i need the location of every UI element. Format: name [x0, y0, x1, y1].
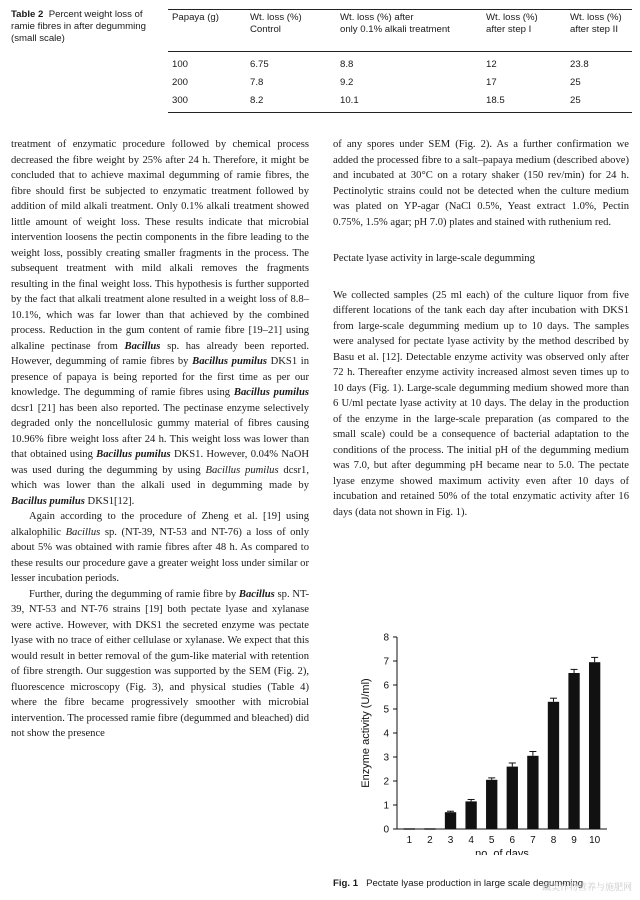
paragraph: of any spores under SEM (Fig. 2). As a further confirmation we added the processed fibre to a salt–papaya medium (described above) and incubated at 30°C on a rotary shaker (150 rev/min) for 24 h. Pectinolytic strains could not be detected when the culture medium was plated on YP-agar (NaCl 0.5%, Yeast extract 1.0%, Pectin 0.75%, 1.5% agar; pH 7.0) plates and stained with ruthenium red.: [333, 139, 629, 228]
header-step1-line1: Wt. loss (%): [486, 12, 538, 23]
table-caption-label: Table 2: [11, 9, 44, 20]
header-step2-line1: Wt. loss (%): [570, 12, 622, 23]
x-tick-label: 3: [447, 835, 454, 846]
y-tick-label: 5: [383, 704, 389, 716]
text-run: DKS1[12].: [84, 495, 135, 507]
bar: [568, 673, 579, 829]
species-name: Bacillus pumilus: [233, 387, 310, 398]
y-tick-label: 2: [383, 776, 389, 788]
text-run: dcsr1, which was lower than the alkali used in degumming made by: [11, 464, 310, 491]
table-cell: 12: [486, 59, 497, 70]
header-step1-line2: after step I: [486, 24, 532, 35]
table-cell: 17: [486, 77, 497, 88]
species-name: Bacillus pumilus: [192, 356, 267, 367]
x-tick-label: 6: [509, 835, 516, 846]
x-tick-label: 1: [406, 835, 413, 846]
paragraph: [11, 587, 309, 742]
x-tick-label: 10: [589, 835, 601, 846]
header-alkali-line1: Wt. loss (%) after: [340, 12, 414, 23]
table-cell: 8.2: [250, 95, 264, 106]
x-tick-label: 7: [530, 835, 536, 846]
table-caption-text: Percent weight loss of ramie fibres in after degumming (small scale): [11, 9, 146, 44]
x-tick-label: 4: [468, 835, 474, 846]
bar: [465, 801, 476, 829]
header-alkali-line2: only 0.1% alkali treatment: [340, 24, 450, 35]
text-run: sp. has already been reported. However, degumming of ramie fibres by: [11, 340, 309, 367]
right-text-column: [333, 137, 629, 520]
species-name: Bacillus: [65, 526, 101, 538]
species-name: Bacillus: [238, 588, 275, 600]
table-cell: 200: [172, 77, 189, 88]
left-text-column: [11, 137, 309, 742]
text-run: dcsr1 [21] has been also reported. The pectinase enzyme selectively degraded only the noncellulosic gummy material of fibres causing 10.96% fibre weight loss after 24 h. This weight loss was lower than that obtained using: [11, 402, 309, 460]
text-run: Again according to the procedure of Zheng et al. [19] using alkalophilic: [11, 511, 309, 538]
table-cell: 25: [570, 95, 581, 106]
bar-chart: [355, 625, 615, 855]
figure-caption-text: Pectate lyase production in large scale degumming: [366, 878, 584, 889]
section-heading: Pectate lyase activity in large-scale degumming: [333, 253, 535, 264]
x-tick-label: 2: [427, 835, 433, 846]
x-tick-label: 5: [488, 835, 495, 846]
y-tick-label: 7: [383, 656, 389, 668]
figure-caption-label: Fig. 1: [333, 878, 359, 889]
table-cell: 300: [172, 95, 189, 106]
table-cell: 23.8: [570, 59, 589, 70]
bar: [548, 702, 559, 829]
bar: [445, 812, 456, 829]
header-control-line1: Wt. loss (%): [250, 12, 302, 23]
table-caption: [11, 9, 161, 45]
bar: [486, 780, 497, 829]
y-tick-label: 6: [383, 680, 389, 692]
table-cell: 8.8: [340, 59, 354, 70]
table-top-rule: [168, 9, 632, 10]
text-run: sp. NT-39, NT-53 and NT-76 strains [19] both pectate lyase and xylanase were active. However, with DKS1 the secreted enzyme was pectate lyase with no trace of either cellulase or xylanase. We expect that this would result in better removal of the gum-like material with retention of fibre strength. Our suggestion was supported by the SEM (Fig. 2), fluorescence microscopy (Fig. 3), and physical studies (Table 4) where the fibre became progressively smoother with microbial intervention. The processed ramie fibre (degummed and bleached) did not show the presence: [11, 588, 309, 739]
table-cell: 25: [570, 77, 581, 88]
text-run: Further, during the degumming of ramie fibre by: [29, 588, 239, 600]
y-tick-label: 1: [383, 800, 389, 812]
table-cell: 9.2: [340, 77, 354, 88]
table-cell: 7.8: [250, 77, 264, 88]
table-header-rule: [168, 51, 632, 52]
species-name: Bacillus pumilus: [205, 464, 279, 476]
bar: [507, 767, 518, 829]
header-papaya: Papaya (g): [172, 12, 219, 23]
header-control-line2: Control: [250, 24, 281, 35]
y-tick-label: 0: [383, 824, 389, 836]
paragraph: [11, 137, 309, 509]
species-name: Bacillus pumilus: [11, 495, 85, 507]
table-cell: 6.75: [250, 59, 269, 70]
y-tick-label: 3: [383, 752, 389, 764]
text-run: treatment of enzymatic procedure followed by chemical process decreased the fibre weight by 25% after 24 h. Therefore, it might be concluded that to achieve maximal degumming of ramie fibres, the fibre should first be subjected to enzymatic treatment followed by addition of mild alkali treatment. Only 0.1% alkali treatment showed little amount of weight loss. These results indicate that microbial intervention loosens the pectin components in the fibre leading to the weight loss, possibly creating smaller fragments in the process. The subsequent treatment with mild alkali removes the fragments resulting in the final weight loss. This hypothesis is further supported by the fact that alkali treatment alone resulted in a weight loss of 8.8–10.1%, which was far lower than that achieved by the combined process. Reduction in the gum content of ramie fibre [19–21] using alkaline pectinase from: [11, 139, 309, 352]
header-step2-line2: after step II: [570, 24, 618, 35]
x-tick-label: 9: [571, 835, 577, 846]
paragraph: We collected samples (25 ml each) of the culture liquor from five different locations of the tank each day after incubation with DKS1 from large-scale degumming medium up to 10 days. The samples were analysed for pectate lyase activity by the method described by Basu et al. [12]. Detectable enzyme activity was observed only after 72 h. Thereafter enzyme activity increased almost seven times up to 10 days (Fig. 1). Large-scale degumming medium showed more than 6 U/ml pectate lyase activity at 10 days. The delay in the production of the enzyme in the large-scale preparation (as compared to the small scale) could be a consequence of bacterial adaptation to the conditions of the process. The initial pH of the degumming medium was 7.0, but after degumming pH became near to 5.0. The pectate lyase enzyme showed maximum activity even after 10 days of incubation and retained 50% of the total enzymatic activity after 16 days (data not shown in Fig. 1).: [333, 289, 629, 518]
bar: [589, 662, 600, 829]
y-axis-title: Enzyme activity (U/ml): [360, 678, 372, 788]
x-axis-title: no. of days: [475, 848, 529, 855]
paragraph: [11, 509, 309, 587]
y-tick-label: 8: [383, 632, 389, 644]
y-tick-label: 4: [383, 728, 389, 740]
text-run: DKS1 in presence of papaya is being reported for the first time as per our knowledge. The degumming of ramie fibres using: [11, 356, 309, 398]
table-cell: 18.5: [486, 95, 505, 106]
text-run: DKS1. However, 0.04% NaOH was used during the degumming by using: [11, 449, 310, 476]
table-bottom-rule: [168, 112, 632, 113]
x-tick-label: 8: [550, 835, 557, 846]
watermark: 纖类作物营养与施肥网: [541, 883, 632, 893]
bar: [527, 756, 538, 829]
text-run: sp. (NT-39, NT-53 and NT-76) a loss of only about 5% was obtained with ramie fibres after 48 h. As compared to these results our procedure gave a greater weight loss under similar or lesser incubation periods.: [11, 526, 309, 584]
table-cell: 10.1: [340, 95, 359, 106]
species-name: Bacillus: [124, 340, 161, 352]
table-cell: 100: [172, 59, 189, 70]
species-name: Bacillus pumilus: [96, 449, 171, 460]
figure-1: [355, 625, 615, 855]
